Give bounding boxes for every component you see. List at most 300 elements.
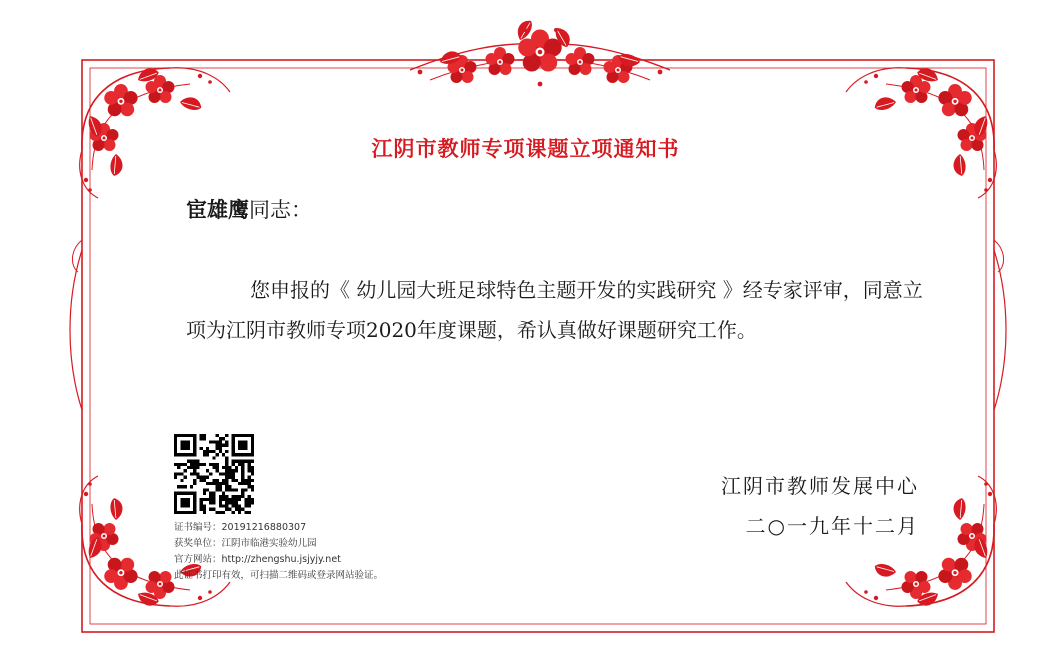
qr-module [216, 447, 219, 450]
qr-module [241, 463, 244, 466]
qr-module [180, 453, 183, 456]
qr-module [228, 498, 231, 501]
body-text [186, 270, 938, 350]
qr-module [238, 498, 241, 501]
qr-module [212, 463, 215, 466]
qr-module [244, 501, 247, 504]
qr-module [203, 511, 206, 514]
qr-module [241, 472, 244, 475]
qr-module [219, 485, 222, 488]
qr-module [174, 437, 177, 440]
qr-module [232, 498, 235, 501]
qr-module [228, 508, 231, 511]
qr-module [216, 434, 219, 437]
qr-module [177, 453, 180, 456]
qr-module [222, 472, 225, 475]
qr-module [212, 440, 215, 443]
qr-module [238, 460, 241, 463]
qr-module [248, 485, 251, 488]
qr-module [238, 482, 241, 485]
qr-module [222, 511, 225, 514]
qr-module [241, 482, 244, 485]
qr-module [225, 488, 228, 491]
qr-module [193, 504, 196, 507]
qr-module [232, 450, 235, 453]
qr-module [212, 492, 215, 495]
qr-module [219, 437, 222, 440]
qr-module [219, 450, 222, 453]
verification-note: 此证书打印有效，可扫描二维码或登录网站验证。 [174, 570, 384, 581]
qr-module [174, 450, 177, 453]
qr-module [209, 508, 212, 511]
qr-module [209, 463, 212, 466]
qr-module [225, 466, 228, 469]
qr-module [177, 466, 180, 469]
qr-module [232, 476, 235, 479]
qr-module [219, 501, 222, 504]
qr-module [187, 447, 190, 450]
qr-module [225, 463, 228, 466]
qr-module [209, 495, 212, 498]
qr-module [212, 501, 215, 504]
qr-module [219, 495, 222, 498]
award-unit: 获奖单位：江阴市临港实验幼儿园 [174, 538, 317, 549]
qr-module [235, 453, 238, 456]
qr-module [200, 447, 203, 450]
qr-module [203, 504, 206, 507]
qr-module [225, 460, 228, 463]
qr-module [232, 434, 235, 437]
qr-module [177, 472, 180, 475]
floral-corner-icon [80, 65, 230, 198]
qr-module [232, 453, 235, 456]
qr-module [174, 495, 177, 498]
qr-module [228, 501, 231, 504]
qr-module [206, 482, 209, 485]
qr-module [241, 488, 244, 491]
qr-module [238, 463, 241, 466]
qr-module [235, 434, 238, 437]
qr-module [180, 440, 183, 443]
qr-module [196, 466, 199, 469]
qr-module [209, 498, 212, 501]
qr-module [177, 485, 180, 488]
qr-module [212, 466, 215, 469]
qr-module [206, 453, 209, 456]
qr-module [196, 472, 199, 475]
qr-module [200, 476, 203, 479]
qr-module [180, 463, 183, 466]
qr-module [225, 434, 228, 437]
qr-module [193, 482, 196, 485]
qr-module [190, 460, 193, 463]
qr-module [241, 508, 244, 511]
qr-module [222, 444, 225, 447]
qr-module [193, 492, 196, 495]
qr-module [187, 440, 190, 443]
qr-module [222, 479, 225, 482]
qr-module [174, 472, 177, 475]
qr-module [228, 472, 231, 475]
qr-module [184, 476, 187, 479]
qr-module [244, 511, 247, 514]
qr-module [228, 466, 231, 469]
qr-module [216, 485, 219, 488]
qr-module [174, 463, 177, 466]
qr-module [251, 444, 254, 447]
qr-module [225, 450, 228, 453]
qr-module [174, 447, 177, 450]
qr-module [225, 495, 228, 498]
qr-module [228, 476, 231, 479]
qr-module [209, 472, 212, 475]
qr-module [235, 479, 238, 482]
qr-module [184, 501, 187, 504]
qr-module [212, 456, 215, 459]
qr-module [244, 479, 247, 482]
qr-module [232, 444, 235, 447]
qr-module [251, 440, 254, 443]
qr-module [209, 492, 212, 495]
issue-date: 二○一九年十二月 [745, 514, 919, 538]
qr-module [232, 479, 235, 482]
qr-module [238, 444, 241, 447]
qr-module [251, 437, 254, 440]
qr-module [203, 476, 206, 479]
qr-module [187, 444, 190, 447]
qr-module [193, 472, 196, 475]
qr-module [177, 511, 180, 514]
floral-top-icon [410, 17, 670, 86]
qr-module [219, 444, 222, 447]
qr-module [222, 437, 225, 440]
qr-module [238, 434, 241, 437]
qr-module [248, 434, 251, 437]
qr-module [244, 482, 247, 485]
qr-module [193, 447, 196, 450]
qr-module [251, 472, 254, 475]
qr-module [225, 501, 228, 504]
qr-module [216, 469, 219, 472]
qr-module [241, 444, 244, 447]
qr-module [174, 453, 177, 456]
qr-module [251, 466, 254, 469]
qr-module [232, 437, 235, 440]
qr-module [200, 463, 203, 466]
website-link[interactable]: 官方网站：http://zhengshu.jsjyjy.net [174, 554, 341, 565]
qr-module [232, 488, 235, 491]
qr-module [190, 511, 193, 514]
qr-module [248, 463, 251, 466]
qr-module [232, 447, 235, 450]
qr-module [180, 485, 183, 488]
qr-module [244, 504, 247, 507]
qr-module [244, 453, 247, 456]
qr-module [206, 476, 209, 479]
qr-module [203, 498, 206, 501]
certificate-info [174, 520, 383, 584]
qr-module [241, 492, 244, 495]
qr-module [203, 434, 206, 437]
qr-module [225, 472, 228, 475]
qr-module [216, 453, 219, 456]
qr-module [235, 508, 238, 511]
qr-module [251, 450, 254, 453]
qr-module [174, 440, 177, 443]
qr-module [193, 469, 196, 472]
qr-module [193, 460, 196, 463]
qr-module [206, 447, 209, 450]
qr-module [251, 447, 254, 450]
qr-module [251, 460, 254, 463]
qr-module [190, 485, 193, 488]
salutation-suffix: 同志： [249, 198, 312, 222]
qr-module [209, 440, 212, 443]
qr-module [244, 444, 247, 447]
qr-module [174, 508, 177, 511]
qr-module [216, 440, 219, 443]
qr-module [190, 466, 193, 469]
qr-module [184, 463, 187, 466]
qr-module [187, 511, 190, 514]
qr-module [251, 453, 254, 456]
qr-module [248, 479, 251, 482]
qr-module [251, 434, 254, 437]
qr-module [248, 498, 251, 501]
qr-module [200, 508, 203, 511]
qr-module [203, 463, 206, 466]
qr-module [222, 504, 225, 507]
qr-module [193, 508, 196, 511]
qr-module [238, 504, 241, 507]
qr-module [180, 504, 183, 507]
qr-module [209, 501, 212, 504]
qr-module [212, 479, 215, 482]
qr-module [174, 498, 177, 501]
qr-module [200, 504, 203, 507]
qr-module [225, 456, 228, 459]
floral-corner-icon [846, 65, 996, 198]
qr-module [200, 498, 203, 501]
qr-module [190, 453, 193, 456]
qr-module [180, 434, 183, 437]
qr-module [251, 501, 254, 504]
qr-module [241, 453, 244, 456]
issuer: 江阴市教师发展中心 [721, 474, 919, 498]
qr-module [193, 437, 196, 440]
qr-module [244, 440, 247, 443]
qr-module [216, 488, 219, 491]
qr-module [219, 482, 222, 485]
qr-module [216, 466, 219, 469]
qr-module [193, 498, 196, 501]
qr-module [235, 501, 238, 504]
qr-module [248, 466, 251, 469]
qr-module [203, 488, 206, 491]
qr-module [225, 479, 228, 482]
qr-module [203, 492, 206, 495]
qr-module [225, 498, 228, 501]
qr-module [209, 450, 212, 453]
qr-module [209, 482, 212, 485]
qr-module [174, 492, 177, 495]
qr-module [244, 434, 247, 437]
qr-module [248, 504, 251, 507]
qr-module [180, 447, 183, 450]
qr-module [222, 495, 225, 498]
qr-module [174, 444, 177, 447]
qr-module [184, 504, 187, 507]
qr-module [238, 447, 241, 450]
qr-module [184, 469, 187, 472]
qr-module [196, 460, 199, 463]
qr-module [190, 434, 193, 437]
qr-module [219, 504, 222, 507]
qr-module [232, 495, 235, 498]
qr-module [251, 485, 254, 488]
qr-module [232, 440, 235, 443]
qr-module [225, 485, 228, 488]
qr-module [235, 498, 238, 501]
qr-module [174, 511, 177, 514]
qr-module [228, 488, 231, 491]
qr-module [235, 466, 238, 469]
qr-module [193, 463, 196, 466]
qr-module [248, 482, 251, 485]
qr-module [174, 504, 177, 507]
qr-module [232, 504, 235, 507]
certificate-title: 江阴市教师专项课题立项通知书 [371, 137, 680, 161]
qr-module [180, 479, 183, 482]
body-paragraph: 您申报的《 幼儿园大班足球特色主题开发的实践研究 》经专家评审，同意立项为江阴市教师专项2020年度课题，希认真做好课题研究工作。 [186, 278, 923, 342]
qr-module [180, 492, 183, 495]
qr-module [184, 440, 187, 443]
qr-module [235, 488, 238, 491]
recipient-name: 宦雄鹰 [186, 198, 249, 222]
qr-module [212, 508, 215, 511]
qr-module [219, 488, 222, 491]
qr-module [216, 511, 219, 514]
qr-module [222, 453, 225, 456]
qr-module [222, 492, 225, 495]
qr-module [241, 434, 244, 437]
qr-module [180, 444, 183, 447]
qr-module [216, 463, 219, 466]
qr-module [219, 511, 222, 514]
qr-module [193, 453, 196, 456]
qr-module [203, 450, 206, 453]
qr-module [203, 479, 206, 482]
qr-module [203, 437, 206, 440]
qr-module [177, 492, 180, 495]
qr-module [187, 460, 190, 463]
qr-module [193, 511, 196, 514]
qr-module [174, 476, 177, 479]
qr-module [248, 469, 251, 472]
qr-module [187, 453, 190, 456]
qr-module [241, 447, 244, 450]
qr-module [180, 501, 183, 504]
qr-module [193, 501, 196, 504]
qr-module [219, 472, 222, 475]
qr-module [184, 444, 187, 447]
qr-module [219, 447, 222, 450]
qr-module [241, 495, 244, 498]
qr-module [184, 434, 187, 437]
qr-module [184, 492, 187, 495]
qr-module [206, 469, 209, 472]
qr-module [238, 495, 241, 498]
qr-module [235, 469, 238, 472]
qr-module [216, 479, 219, 482]
qr-module [225, 444, 228, 447]
qr-module [222, 466, 225, 469]
qr-module [225, 504, 228, 507]
qr-module [222, 498, 225, 501]
qr-module [200, 479, 203, 482]
qr-module [248, 495, 251, 498]
qr-module [212, 495, 215, 498]
qr-module [232, 511, 235, 514]
qr-module [225, 476, 228, 479]
qr-module [241, 469, 244, 472]
qr-module [228, 485, 231, 488]
qr-module [190, 463, 193, 466]
qr-module [232, 469, 235, 472]
qr-module [184, 511, 187, 514]
qr-module [248, 476, 251, 479]
qr-module [251, 479, 254, 482]
qr-module [238, 511, 241, 514]
qr-module [244, 447, 247, 450]
qr-module [193, 450, 196, 453]
qr-module [190, 472, 193, 475]
qr-module [187, 492, 190, 495]
qr-module [238, 453, 241, 456]
qr-module [187, 504, 190, 507]
qr-module [232, 472, 235, 475]
cert-number: 证书编号：20191216880307 [174, 522, 307, 533]
qr-module [235, 504, 238, 507]
qr-module [244, 498, 247, 501]
qr-module [203, 508, 206, 511]
qr-module [241, 440, 244, 443]
qr-module [180, 498, 183, 501]
qr-module [184, 447, 187, 450]
qr-module [177, 434, 180, 437]
qr-module [193, 440, 196, 443]
qr-module [212, 450, 215, 453]
qr-module [177, 463, 180, 466]
qr-module [251, 498, 254, 501]
qr-module [193, 444, 196, 447]
qr-module [187, 498, 190, 501]
qr-module [232, 463, 235, 466]
qr-module [251, 469, 254, 472]
qr-module [238, 440, 241, 443]
qr-module [248, 460, 251, 463]
qr-module [193, 434, 196, 437]
qr-module [216, 444, 219, 447]
qr-code-icon[interactable] [174, 434, 254, 514]
qr-module [225, 508, 228, 511]
qr-module [216, 482, 219, 485]
qr-module [219, 440, 222, 443]
qr-module [235, 460, 238, 463]
qr-module [200, 434, 203, 437]
qr-module [248, 501, 251, 504]
qr-module [180, 472, 183, 475]
